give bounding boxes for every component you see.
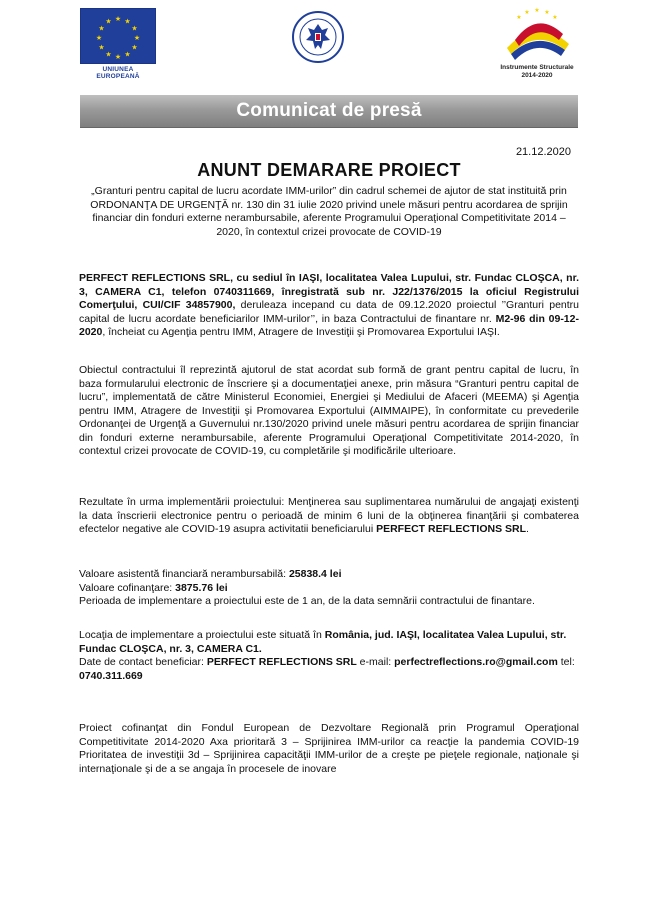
contract-number: M2-96 din 09-12-2020 [79,312,579,338]
eu-logo [80,8,156,80]
eu-flag-icon [80,8,156,64]
svg-text:★: ★ [524,9,530,16]
svg-text:★: ★ [124,50,131,59]
svg-text:★: ★ [534,7,540,14]
structural-instruments-caption [495,64,579,80]
email-label: e-mail: [356,656,395,668]
tel-label: tel: [557,656,575,668]
svg-text:★: ★ [105,50,112,59]
svg-text:★: ★ [95,34,103,42]
paragraph-results [79,496,579,537]
svg-text:★: ★ [98,43,105,52]
project-intro: deruleaza incepand cu data de 09.12.2020 proiectul ’’Granturi pentru capital de lucru acordate beneficiarilor IMM-urilor’’, in baza Contractului de finantare nr. [79,299,579,325]
paragraph-location-contact [79,629,579,683]
document-date: 21.12.2020 [515,146,571,158]
contact-email: perfectreflections.ro@gmail.com [394,656,558,668]
document-title: ANUNT DEMARARE PROIECT [197,160,461,180]
results-text: Rezultate în urma implementării proiectului: Menţinerea sau suplimentarea numărului de angajaţi existenţi la data înscrierii electronice pentru o perioadă de minim 6 luni de la obţinerea finanţării şi combaterea efectelor negative ale COVID-19 asupra activitatii beneficiarului [79,496,579,535]
location-label: Locaţia de implementare a proiectului este situată în [79,629,325,641]
svg-text:★: ★ [516,14,522,21]
svg-text:★: ★ [114,15,122,23]
contact-phone: 0740.311.669 [79,669,143,682]
government-seal-icon [291,10,345,64]
logo-bar [0,0,649,90]
paragraph-values [79,568,579,609]
cofinancing-value: 3875.76 lei [175,581,228,594]
paragraph-contract-object: Obiectul contractului îl reprezintă ajutorul de stat acordat sub formă de grant pentru capital de lucru, în baza formularului electronic de înscriere şi a documentaţiei anexe, prin măsura “Granturi pentru capital de lucru”, implementată de către Ministerul Economiei, Energiei şi Mediului de Afaceri (MEEMA) şi Agenţia pentru IMM, Atragere de Investiţii şi Promovarea Exportului (AIMMAIPE), în conformitate cu prevederile Ordonanţei de Urgenţă a Guvernului nr.130/2020 privind unele măsuri pentru acordarea de sprijin financiar din fonduri externe nerambursabile, aferente Programului Operaţional Competitivitate 2014-2020, în contextul crizei provocate de COVID-19, cu completările şi modificările ulterioare. [79,364,579,457]
svg-text:★: ★ [131,43,138,52]
agency-text: , încheiat cu Agenţia pentru IMM, Atragere de Investiţii şi Promovarea Exportului IAŞI. [102,326,500,338]
document-subtitle: „Granturi pentru capital de lucru acordate IMM-urilor” din cadrul schemei de ajutor de stat instituită prin ORDONANŢA DE URGENŢĂ nr. 130 din 31 iulie 2020 privind unele măsuri pentru acordarea de sprijin financiar din fonduri externe nerambursabile, aferente Programului Operaţional Competitivitate 2014 – 2020, în contextul crizei provocate de COVID-19 [90,185,568,238]
location-value: România, jud. IAŞI, localitatea Valea Lupului, str. Fundac CLOŞCA, nr. 3, CAMERA C1. [79,629,567,655]
results-end: . [526,523,529,535]
grant-value-line [79,568,579,582]
svg-text:★: ★ [124,17,131,26]
svg-text:★: ★ [98,24,105,33]
svg-text:★: ★ [133,34,141,42]
contact-name: PERFECT REFLECTIONS SRL [206,656,357,668]
svg-text:★: ★ [552,14,558,21]
implementation-period: Perioada de implementare a proiectului este de 1 an, de la data semnării contractului de finantare. [79,595,535,607]
cofinancing-label: Valoare cofinanţare: [79,581,176,594]
eu-caption: UNIUNEA EUROPEANĂ [96,66,140,80]
is-caption-line2: 2014-2020 [521,72,553,79]
structural-instruments-icon [495,4,579,62]
svg-text:★: ★ [544,9,550,16]
grant-value: 25838.4 lei [288,568,342,580]
press-release-banner [80,95,578,128]
banner-title: Comunicat de presă [236,100,422,121]
beneficiary-details: PERFECT REFLECTIONS SRL, cu sediul în IAŞI, localitatea Valea Lupului, str. Fundac CLOŞCA, nr. 3, CAMERA C1, telefon 0740311669, înregistrată sub nr. J22/1376/2015 la oficiul Registrului Comerţului, CUI/CIF 34857900, [79,272,579,311]
cofinancing-line [79,582,579,596]
paragraph-cofinancing-note: Proiect cofinanţat din Fondul European de Dezvoltare Regională prin Programul Operaţional Competitivitate 2014-2020 Axa prioritară 3 – Sprijinirea IMM-urilor ca reacţie la pandemia COVID-19 Prioritatea de investiţii 3d – Sprijinirea capacităţii IMM-urilor de a creşte pe pieţele regionale, naţionale şi internaţionale şi de a se angaja în procesele de inovare [79,722,579,775]
is-caption-line1: Instrumente Structurale [500,64,574,71]
svg-text:★: ★ [105,17,112,26]
structural-instruments-logo [495,4,579,90]
grant-label: Valoare asistentă financiară nerambursabilă: [79,568,289,580]
paragraph-beneficiary [79,272,579,340]
svg-text:★: ★ [114,53,122,61]
svg-text:★: ★ [131,24,138,33]
results-beneficiary: PERFECT REFLECTIONS SRL [376,523,527,535]
contact-label: Date de contact beneficiar: [79,656,207,668]
